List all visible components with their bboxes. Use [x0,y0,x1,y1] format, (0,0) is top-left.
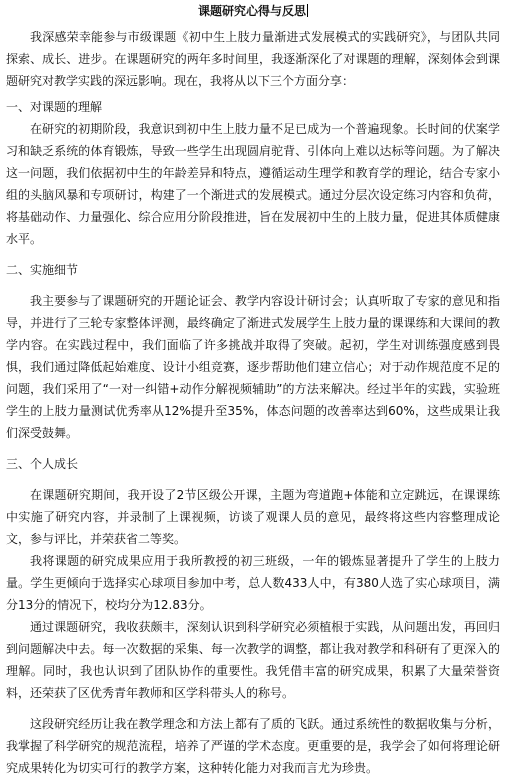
section-heading-growth: 三、个人成长 [6,457,79,471]
intro-paragraph: 我深感荣幸能参与市级课题《初中生上肢力量渐进式发展模式的实践研究》，与团队共同探索、成长、进步。在课题研究的两年多时间里，我逐渐深化了对课题的理解，深刻体会到课题研究对教学实践的深远影响。现在，我将从以下三个方面分享： [6,30,500,88]
section-paragraph-understanding: 在研究的初期阶段，我意识到初中生上肢力量不足已成为一个普遍现象。长时间的伏案学习和缺乏系统的体育锻炼，导致一些学生出现圆肩驼背、引体向上难以达标等问题。为了解决这一问题，我们依据初中生的年龄差异和特点，遵循运动生理学和教育学的理论，结合专家小组的头脑风暴和专项研讨，构建了一个渐进式的发展模式。通过分层次设定练习内容和负荷，将基础动作、力量强化、综合应用分阶段推进，旨在发展初中生的上肢力量，促进其体质健康水平。 [6,122,500,246]
spacer [6,250,500,259]
conclusion-paragraph: 这段研究经历让我在教学理念和方法上都有了质的飞跃。通过系统性的数据收集与分析，我掌握了科学研究的规范流程，培养了严谨的学术态度。更重要的是，我学会了如何将理论研究成果转化为切实可行的教学方案，这种转化能力对我而言尤为珍贵。 [6,717,500,775]
section-paragraph-growth-2: 我将课题的研究成果应用于我所教授的初三班级，一年的锻炼显著提升了学生的上肢力量。学生更倾向于选择实心球项目参加中考，总人数433人中，有380人选了实心球项目，满分13分的情况下，校均分为12.83分。 [6,554,500,612]
spacer [6,444,500,453]
document-title: 课题研究心得与反思 [197,4,306,18]
section-heading-implementation: 二、实施细节 [6,263,79,277]
spacer [6,475,500,484]
text-cursor [307,4,308,17]
section-paragraph-growth-1: 在课题研究期间，我开设了2节区级公开课，主题为弯道跑+体能和立定跳远，在课课练中实施了研究内容，并录制了上课视频，访谈了观课人员的意见，最终将这些内容整理成论文，参与评比，并荣获省二等奖。 [6,488,500,546]
title-row [6,2,500,20]
spacer [6,281,500,290]
section-paragraph-implementation: 我主要参与了课题研究的开题论证会、教学内容设计研讨会；认真听取了专家的意见和指导，并进行了三轮专家整体评测，最终确定了渐进式发展学生上肢力量的课课练和大课间的教学内容。在实践过程中，我们面临了许多挑战并取得了突破。起初，学生对训练强度感到畏惧，我们通过降低起始难度、设计小组竞赛，逐步帮助他们建立信心；对于动作规范度不足的问题，我们采用了“一对一纠错+动作分解视频辅助”的方法来解决。经过半年的实践，实验班学生的上肢力量测试优秀率从12%提升至35%，体态问题的改善率达到60%，这些成果让我们深受鼓舞。 [6,294,500,440]
section-paragraph-growth-3: 通过课题研究，我收获颇丰，深刻认识到科学研究必须植根于实践，从问题出发，再回归到问题解决中去。每一次数据的采集、每一次教学的调整，都让我对教学和科研有了更深入的理解。同时，我也认识到了团队协作的重要性。我凭借丰富的研究成果，积累了大量荣誉资料，还荣获了区优秀青年教师和区学科带头人的称号。 [6,620,500,700]
section-heading-understanding: 一、对课题的理解 [6,100,103,114]
spacer [6,704,500,713]
